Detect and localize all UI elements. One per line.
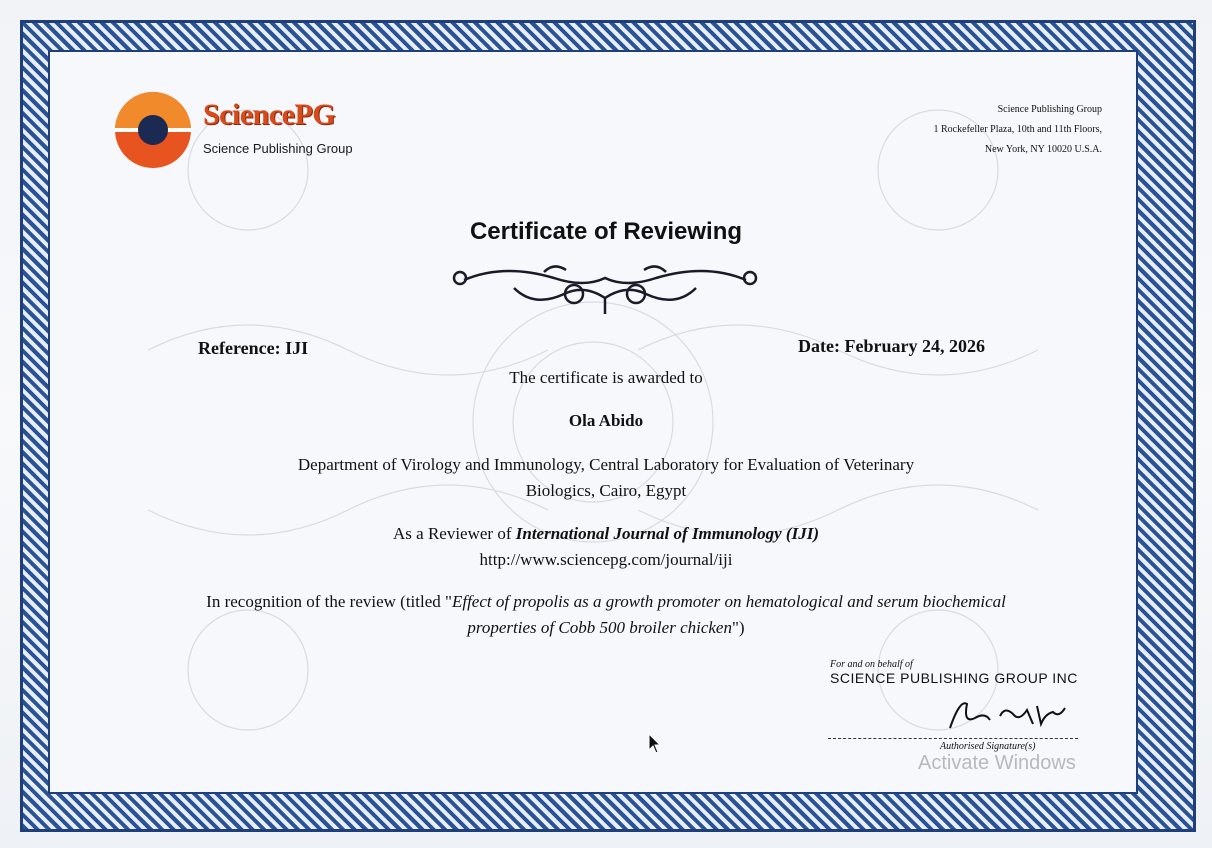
activate-windows-watermark: Activate Windows — [918, 752, 1076, 774]
department-line: Department of Virology and Immunology, Central Laboratory for Evaluation of Veterinary — [297, 455, 915, 474]
reviewer-statement — [0, 524, 1212, 544]
logo-wordmark: SciencePG — [203, 98, 336, 131]
review-title-part: properties of Cobb 500 broiler chicken — [467, 618, 732, 637]
recognition-statement — [0, 592, 1212, 612]
recognition-prefix: In recognition of the review (titled " — [206, 592, 452, 611]
reference-number: Reference: IJI — [198, 338, 309, 358]
certificate-title: Certificate of Reviewing — [469, 218, 743, 245]
company-name: SCIENCE PUBLISHING GROUP INC — [830, 670, 1078, 686]
signature-label: Authorised Signature(s) — [940, 741, 1036, 752]
journal-name: International Journal of Immunology (IJI) — [515, 524, 819, 543]
awarded-to-text: The certificate is awarded to — [509, 368, 703, 387]
publisher-address — [842, 100, 1102, 160]
journal-url: http://www.sciencepg.com/journal/iji — [479, 550, 733, 569]
signature-line — [828, 738, 1078, 739]
ornament-divider-icon — [444, 258, 766, 318]
certificate-date: Date: February 24, 2026 — [798, 336, 985, 356]
mouse-cursor-icon — [648, 733, 662, 755]
address-line: 1 Rockefeller Plaza, 10th and 11th Floors, — [933, 124, 1102, 135]
signature-block — [830, 660, 1092, 686]
review-title-part: Effect of propolis as a growth promoter on hematological and serum biochemical — [451, 592, 1006, 611]
sciencepg-logo-icon — [113, 90, 193, 170]
reviewer-prefix: As a Reviewer of — [393, 524, 516, 543]
on-behalf-text: For and on behalf of — [830, 659, 913, 670]
recognition-statement-cont — [0, 618, 1212, 638]
department-line: Biologics, Cairo, Egypt — [525, 481, 687, 500]
logo-subtitle: Science Publishing Group — [203, 141, 353, 156]
recognition-suffix: ") — [731, 618, 745, 637]
recipient-name: Ola Abido — [568, 411, 644, 430]
handwritten-signature-icon — [945, 694, 1075, 734]
address-line: Science Publishing Group — [997, 104, 1102, 115]
address-line: New York, NY 10020 U.S.A. — [984, 144, 1102, 155]
